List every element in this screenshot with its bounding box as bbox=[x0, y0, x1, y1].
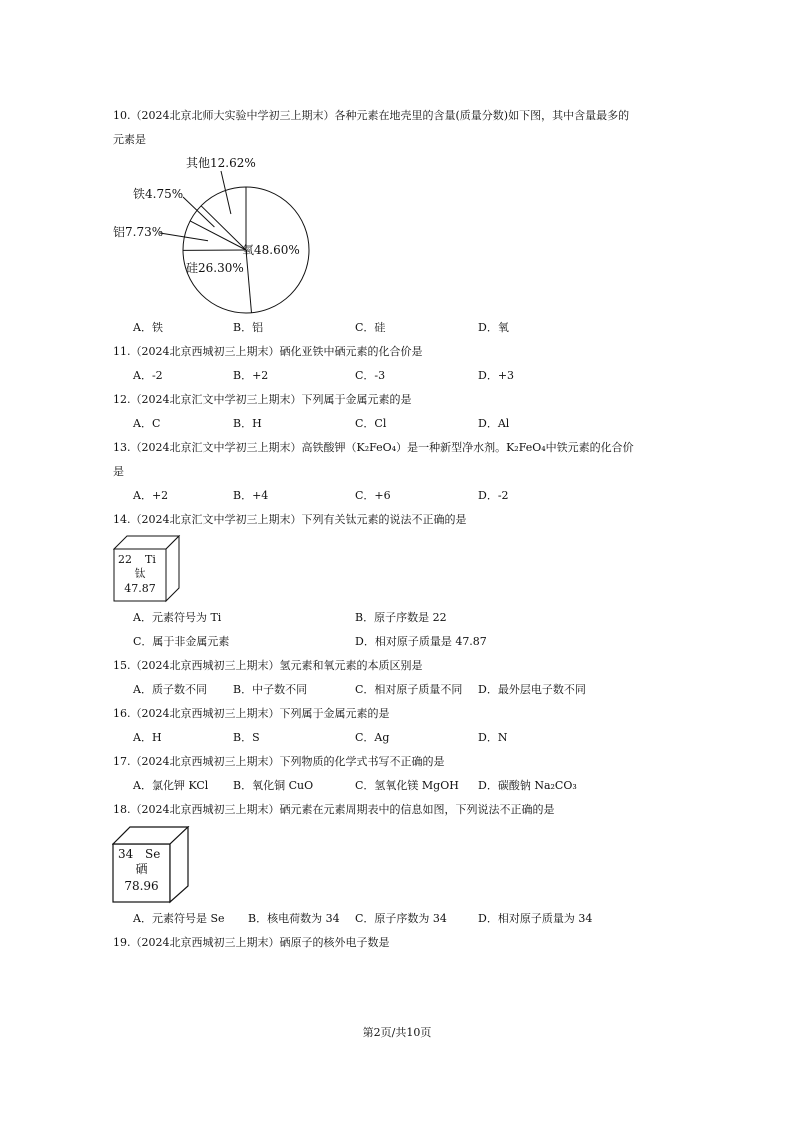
q18-option-a[interactable]: A．元素符号是 Se bbox=[133, 912, 225, 925]
q13-option-d[interactable]: D．-2 bbox=[478, 489, 509, 502]
question-10-line2: 元素是 bbox=[113, 133, 146, 146]
q15-option-b[interactable]: B．中子数不同 bbox=[233, 683, 308, 696]
question-17: 17.（2024北京西城初三上期末）下列物质的化学式书写不正确的是 bbox=[113, 755, 445, 768]
q18-option-d[interactable]: D．相对原子质量为 34 bbox=[478, 912, 593, 925]
ti-mass: 47.87 bbox=[124, 582, 156, 595]
question-14: 14.（2024北京汇文中学初三上期末）下列有关钛元素的说法不正确的是 bbox=[113, 513, 467, 526]
pie-slice-label: 其他12.62% bbox=[186, 156, 256, 170]
pie-slice-label: 铁4.75% bbox=[133, 187, 184, 201]
q15-option-d[interactable]: D．最外层电子数不同 bbox=[478, 683, 586, 696]
q13-option-b[interactable]: B．+4 bbox=[233, 489, 269, 502]
question-19: 19.（2024北京西城初三上期末）硒原子的核外电子数是 bbox=[113, 936, 390, 949]
question-18: 18.（2024北京西城初三上期末）硒元素在元素周期表中的信息如图，下列说法不正确的是 bbox=[113, 803, 555, 816]
q18-option-c[interactable]: C．原子序数为 34 bbox=[355, 912, 447, 925]
question-13-line2: 是 bbox=[113, 465, 124, 478]
q16-option-b[interactable]: B．S bbox=[233, 731, 260, 744]
q14-option-c[interactable]: C．属于非金属元素 bbox=[133, 635, 230, 648]
question-11: 11.（2024北京西城初三上期末）硒化亚铁中硒元素的化合价是 bbox=[113, 345, 423, 358]
se-atomic-number: 34 bbox=[118, 847, 134, 861]
q16-option-c[interactable]: C．Ag bbox=[355, 731, 390, 744]
q15-option-c[interactable]: C．相对原子质量不同 bbox=[355, 683, 463, 696]
pie-slice-label: 硅26.30% bbox=[186, 261, 244, 275]
q16-option-a[interactable]: A．H bbox=[133, 731, 162, 744]
q10-option-b[interactable]: B．铝 bbox=[233, 321, 264, 334]
q11-option-d[interactable]: D．+3 bbox=[478, 369, 515, 382]
se-name: 硒 bbox=[135, 862, 148, 876]
pie-slice-label: 氧48.60% bbox=[242, 243, 300, 257]
q14-option-a[interactable]: A．元素符号为 Ti bbox=[133, 611, 222, 624]
q14-option-d[interactable]: D．相对原子质量是 47.87 bbox=[355, 635, 487, 648]
question-13-line1: 13.（2024北京汇文中学初三上期末）高铁酸钾（K₂FeO₄）是一种新型净水剂。K₂FeO₄中铁元素的化合价 bbox=[113, 441, 634, 454]
ti-symbol: Ti bbox=[145, 553, 156, 566]
question-15: 15.（2024北京西城初三上期末）氢元素和氧元素的本质区别是 bbox=[113, 659, 423, 672]
se-mass: 78.96 bbox=[124, 879, 159, 893]
se-symbol: Se bbox=[145, 847, 161, 861]
q17-option-c[interactable]: C．氢氧化镁 MgOH bbox=[355, 779, 459, 792]
q17-option-b[interactable]: B．氧化铜 CuO bbox=[233, 779, 314, 792]
q17-option-d[interactable]: D．碳酸钠 Na₂CO₃ bbox=[478, 779, 577, 792]
q11-option-b[interactable]: B．+2 bbox=[233, 369, 269, 382]
q11-option-c[interactable]: C．-3 bbox=[355, 369, 386, 382]
q13-option-c[interactable]: C．+6 bbox=[355, 489, 391, 502]
q14-option-b[interactable]: B．原子序数是 22 bbox=[355, 611, 447, 624]
pie-chart bbox=[105, 150, 425, 320]
ti-atomic-number: 22 bbox=[118, 553, 132, 566]
q15-option-a[interactable]: A．质子数不同 bbox=[133, 683, 207, 696]
q18-option-b[interactable]: B．核电荷数为 34 bbox=[248, 912, 340, 925]
q17-option-a[interactable]: A．氯化钾 KCl bbox=[133, 779, 209, 792]
ti-name: 钛 bbox=[134, 567, 146, 580]
q10-option-d[interactable]: D．氧 bbox=[478, 321, 509, 334]
question-12: 12.（2024北京汇文中学初三上期末）下列属于金属元素的是 bbox=[113, 393, 412, 406]
q12-option-d[interactable]: D．Al bbox=[478, 417, 510, 430]
ti-element-tile bbox=[113, 535, 181, 603]
q11-option-a[interactable]: A．-2 bbox=[133, 369, 163, 382]
page-footer: 第2页/共10页 bbox=[362, 1026, 432, 1039]
q12-option-b[interactable]: B．H bbox=[233, 417, 262, 430]
q16-option-d[interactable]: D．N bbox=[478, 731, 508, 744]
q12-option-c[interactable]: C．Cl bbox=[355, 417, 387, 430]
q10-option-c[interactable]: C．硅 bbox=[355, 321, 386, 334]
q12-option-a[interactable]: A．C bbox=[133, 417, 161, 430]
q13-option-a[interactable]: A．+2 bbox=[133, 489, 169, 502]
question-10-line1: 10.（2024北京北师大实验中学初三上期末）各种元素在地壳里的含量(质量分数)如下图，其中含量最多的 bbox=[113, 109, 630, 122]
pie-slice-label: 铝7.73% bbox=[113, 225, 164, 239]
q10-option-a[interactable]: A．铁 bbox=[133, 321, 163, 334]
se-element-tile bbox=[112, 826, 190, 904]
question-16: 16.（2024北京西城初三上期末）下列属于金属元素的是 bbox=[113, 707, 390, 720]
